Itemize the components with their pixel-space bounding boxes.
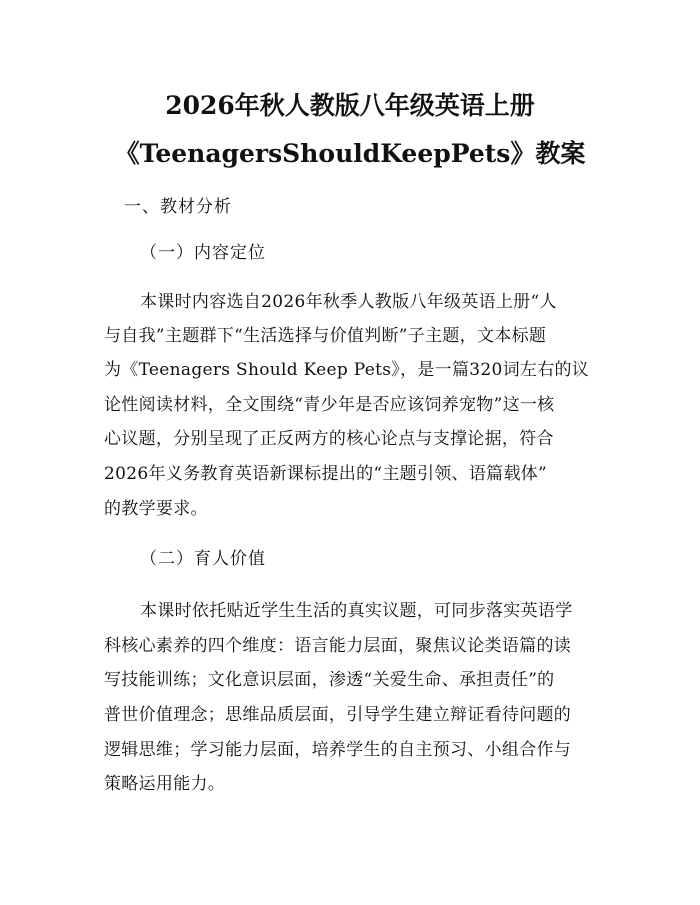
paragraph-line: 论性阅读材料，全文围绕“青少年是否应该饲养宠物”这一核 <box>104 395 555 415</box>
paragraph-line: 写技能训练；文化意识层面，渗透“关爱生命、承担责任”的 <box>104 670 555 690</box>
section-heading-teaching-material-analysis: 一、教材分析 <box>124 197 232 217</box>
subsection-heading-educational-value: （二）育人价值 <box>140 549 266 569</box>
paragraph-line: 心议题，分别呈现了正反两方的核心论点与支撑论据，符合 <box>104 429 554 449</box>
paragraph-line: 本课时内容选自2026年秋季人教版八年级英语上册“人 <box>140 292 557 312</box>
paragraph-line: 为《Teenagers Should Keep Pets》，是一篇320词左右的议 <box>104 360 590 380</box>
paragraph-line: 2026年义务教育英语新课标提出的“主题引领、语篇载体” <box>104 464 548 484</box>
paragraph-line: 普世价值理念；思维品质层面，引导学生建立辩证看待问题的 <box>104 705 572 725</box>
paragraph-line: 本课时依托贴近学生生活的真实议题，可同步落实英语学 <box>140 601 573 621</box>
subsection-heading-content-positioning: （一）内容定位 <box>140 243 266 263</box>
paragraph-line: 与自我”主题群下“生活选择与价值判断”子主题，文本标题 <box>104 326 547 346</box>
document-title-line-2: 《TeenagersShouldKeepPets》教案 <box>114 139 586 168</box>
paragraph-line: 的教学要求。 <box>104 499 208 519</box>
paragraph-line: 科核心素养的四个维度：语言能力层面，聚焦议论类语篇的读 <box>104 636 572 656</box>
paragraph-line: 策略运用能力。 <box>104 774 226 794</box>
paragraph-line: 逻辑思维；学习能力层面，培养学生的自主预习、小组合作与 <box>104 740 572 760</box>
document-title-line-1: 2026年秋人教版八年级英语上册 <box>165 91 535 120</box>
